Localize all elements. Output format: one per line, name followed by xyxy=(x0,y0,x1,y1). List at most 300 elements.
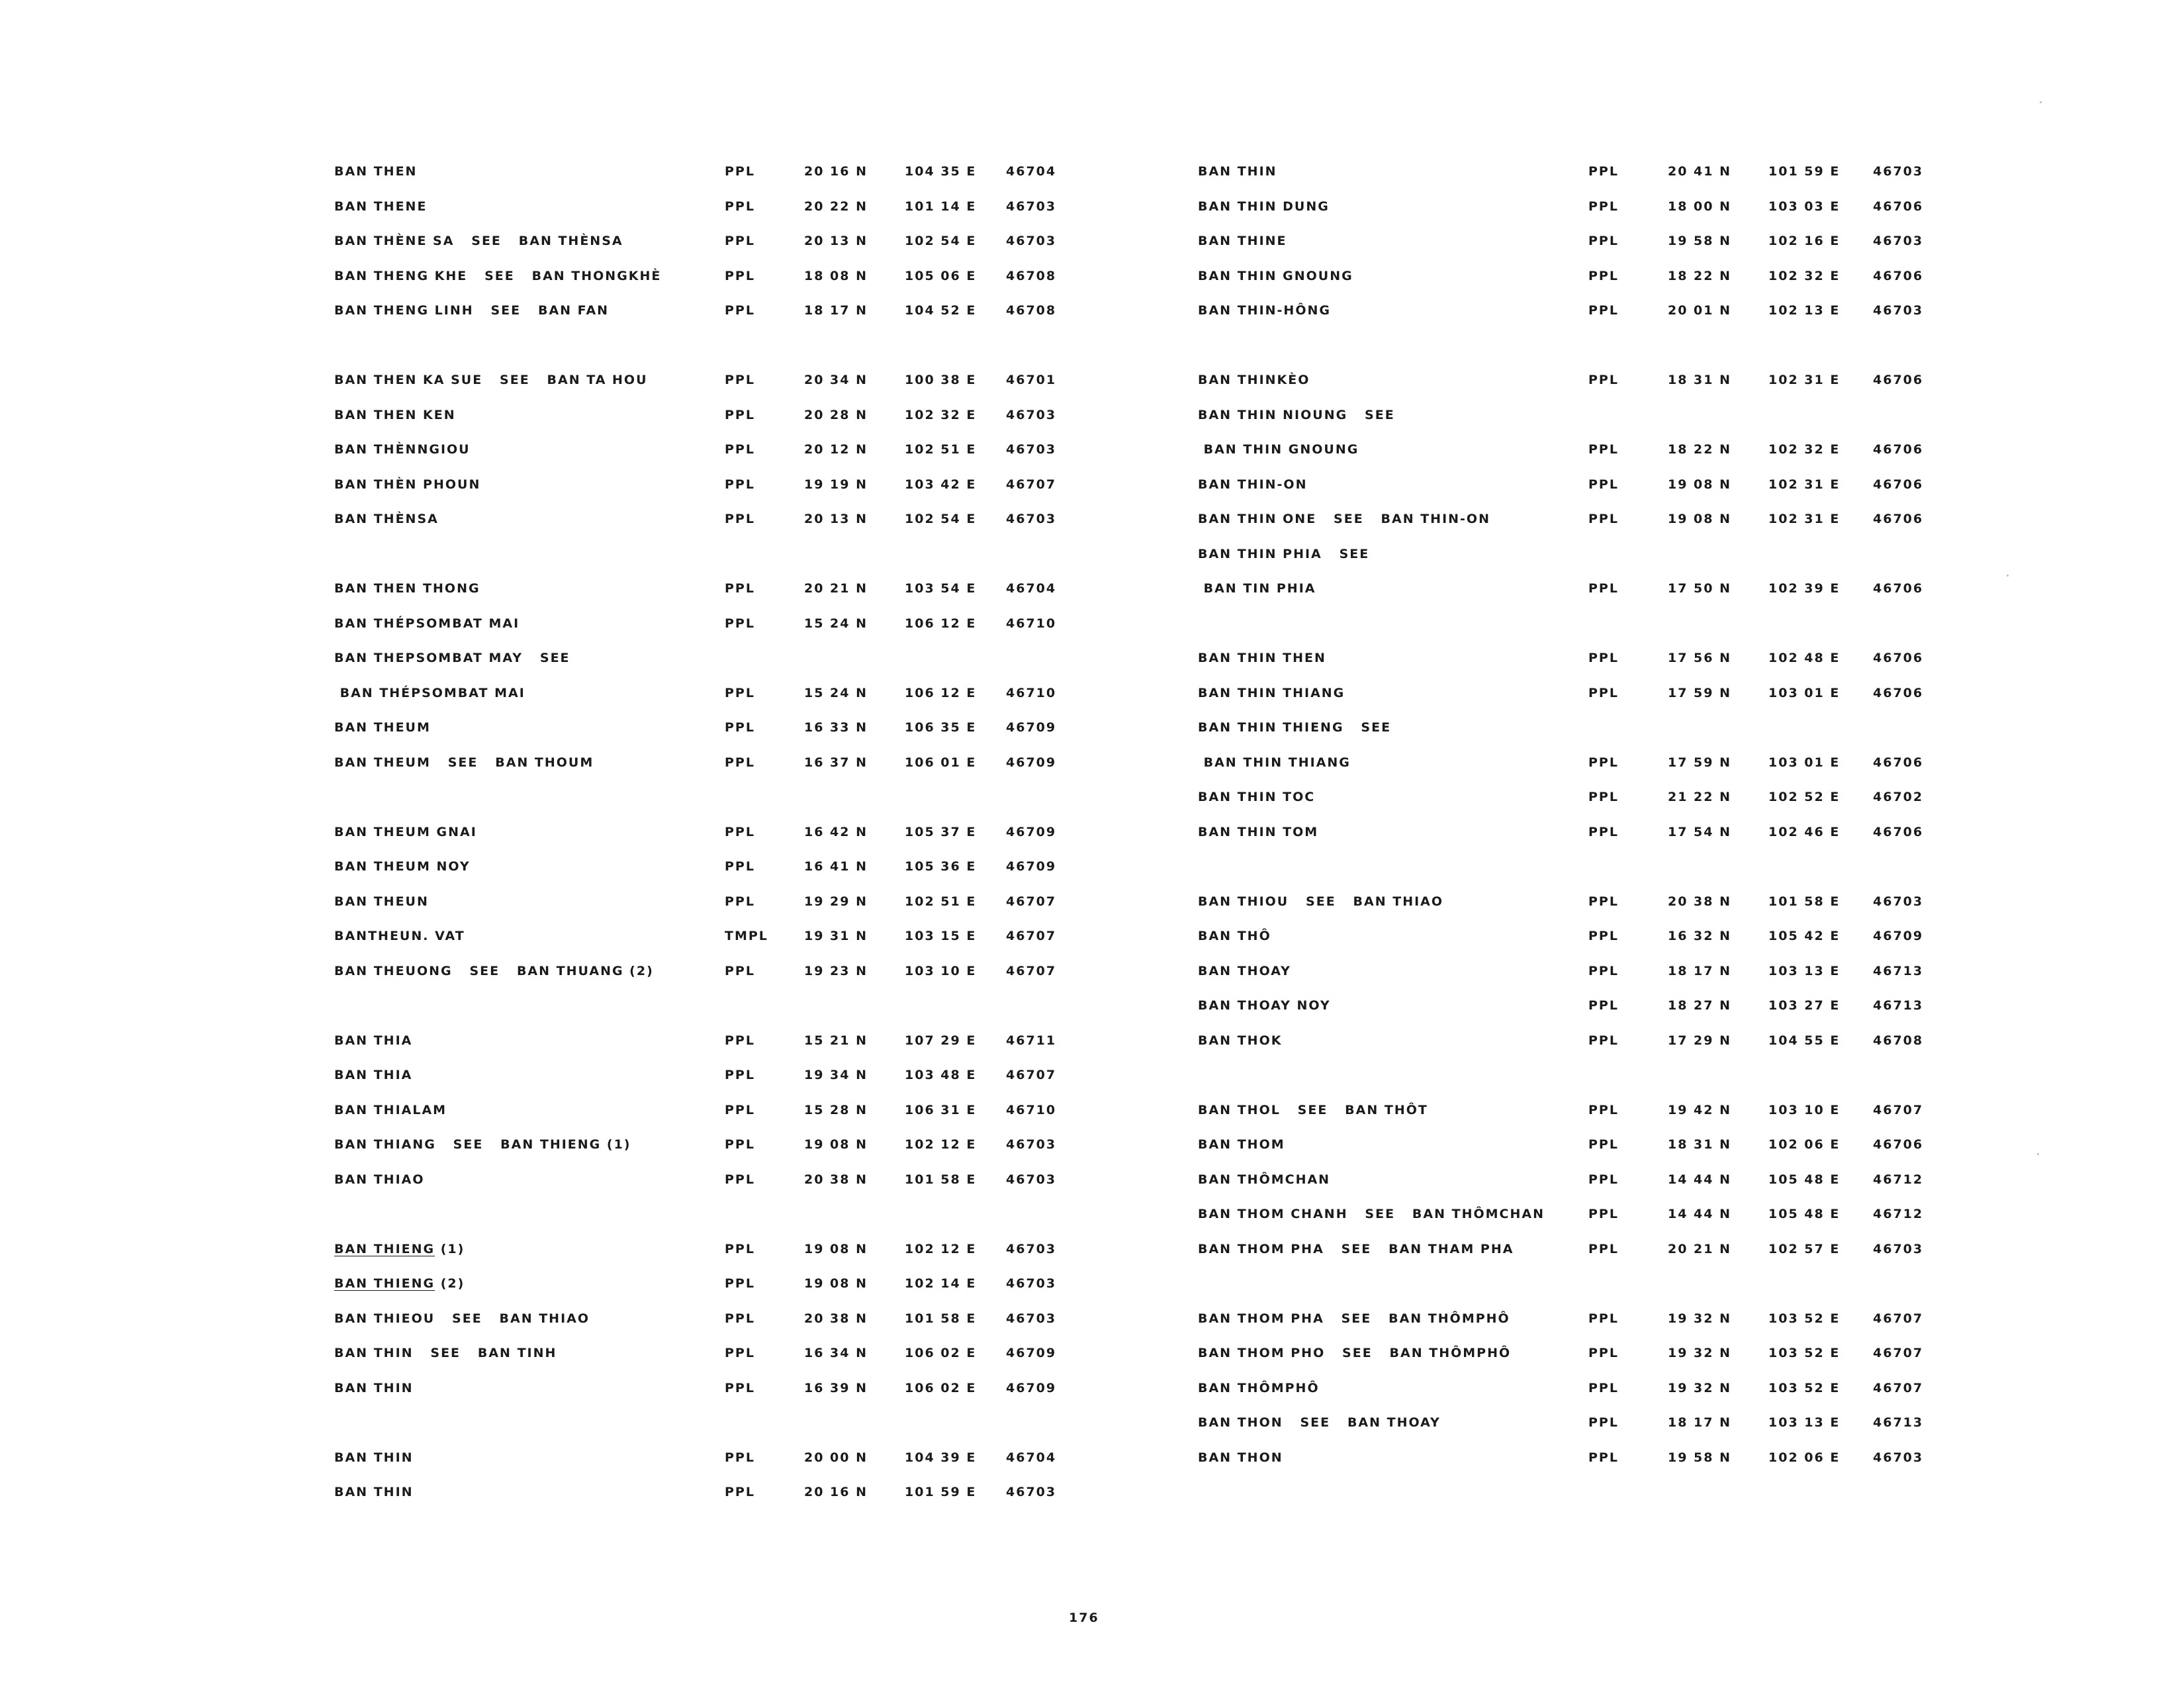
latitude: 16 32 N xyxy=(1668,929,1732,943)
latitude: 18 17 N xyxy=(804,303,868,318)
latitude: 18 31 N xyxy=(1668,373,1732,387)
feature-code: PPL xyxy=(1588,894,1619,909)
feature-code: PPL xyxy=(725,234,755,248)
feature-code: PPL xyxy=(1588,824,1619,839)
feature-code: PPL xyxy=(725,1172,755,1187)
place-name: BAN THIN DUNG xyxy=(1198,199,1330,214)
map-sheet-id: 46707 xyxy=(1006,1068,1057,1082)
map-sheet-id: 46703 xyxy=(1006,1276,1057,1291)
longitude: 104 35 E xyxy=(905,164,977,179)
place-name: BAN THENG KHE SEE BAN THONGKHÈ xyxy=(334,268,662,283)
place-name: BAN THINE xyxy=(1198,234,1287,248)
longitude: 102 06 E xyxy=(1768,1450,1841,1465)
feature-code: PPL xyxy=(725,512,755,526)
place-name: BAN THIN TOM xyxy=(1198,824,1319,839)
longitude: 102 31 E xyxy=(1768,477,1841,492)
map-sheet-id: 46703 xyxy=(1006,442,1057,457)
longitude: 106 02 E xyxy=(905,1346,977,1360)
map-sheet-id: 46706 xyxy=(1873,512,1924,526)
name-suffix: (2) xyxy=(435,1276,465,1291)
feature-code: PPL xyxy=(1588,268,1619,283)
latitude: 17 59 N xyxy=(1668,755,1732,770)
latitude: 15 24 N xyxy=(804,616,868,631)
place-name: BAN THEN xyxy=(334,164,418,179)
latitude: 18 17 N xyxy=(1668,1415,1732,1430)
map-sheet-id: 46709 xyxy=(1006,720,1057,735)
map-sheet-id: 46710 xyxy=(1006,1102,1057,1117)
longitude: 102 52 E xyxy=(1768,790,1841,804)
feature-code: PPL xyxy=(1588,1415,1619,1430)
latitude: 20 21 N xyxy=(804,581,868,596)
place-name: BAN THIN-ON xyxy=(1198,477,1308,492)
map-sheet-id: 46706 xyxy=(1873,199,1924,214)
map-sheet-id: 46708 xyxy=(1873,1033,1924,1048)
feature-code: PPL xyxy=(1588,303,1619,318)
feature-code: PPL xyxy=(1588,1241,1619,1256)
longitude: 105 06 E xyxy=(905,268,977,283)
longitude: 102 06 E xyxy=(1768,1137,1841,1152)
latitude: 20 38 N xyxy=(1668,894,1732,909)
place-name: BAN THOL SEE BAN THÔT xyxy=(1198,1102,1428,1117)
latitude: 20 38 N xyxy=(804,1311,868,1326)
feature-code: PPL xyxy=(1588,512,1619,526)
feature-code: PPL xyxy=(1588,963,1619,978)
latitude: 17 59 N xyxy=(1668,685,1732,700)
feature-code: PPL xyxy=(1588,755,1619,770)
map-sheet-id: 46707 xyxy=(1006,894,1057,909)
feature-code: PPL xyxy=(1588,685,1619,700)
map-sheet-id: 46703 xyxy=(1006,234,1057,248)
map-sheet-id: 46703 xyxy=(1873,1241,1924,1256)
latitude: 20 16 N xyxy=(804,1485,868,1499)
place-name: BAN THIN xyxy=(334,1450,414,1465)
place-name: BAN THIN xyxy=(334,1380,414,1395)
longitude: 103 42 E xyxy=(905,477,977,492)
longitude: 103 10 E xyxy=(905,963,977,978)
place-name: BAN THEUM GNAI xyxy=(334,824,477,839)
feature-code: PPL xyxy=(1588,1450,1619,1465)
map-sheet-id: 46706 xyxy=(1873,581,1924,596)
underlined-name: BAN THIENG xyxy=(334,1276,435,1291)
place-name: BAN THIANG SEE BAN THIENG (1) xyxy=(334,1137,631,1152)
map-sheet-id: 46707 xyxy=(1873,1311,1924,1326)
feature-code: PPL xyxy=(725,1485,755,1499)
longitude: 102 46 E xyxy=(1768,824,1841,839)
feature-code: PPL xyxy=(1588,373,1619,387)
place-name: BAN THINKÈO xyxy=(1198,373,1310,387)
latitude: 20 16 N xyxy=(804,164,868,179)
feature-code: PPL xyxy=(725,477,755,492)
place-name: BAN THIA xyxy=(334,1068,413,1082)
place-name: BAN TIN PHIA xyxy=(1198,581,1316,596)
map-sheet-id: 46703 xyxy=(1006,1172,1057,1187)
map-sheet-id: 46707 xyxy=(1873,1102,1924,1117)
map-sheet-id: 46712 xyxy=(1873,1207,1924,1221)
feature-code: PPL xyxy=(725,199,755,214)
longitude: 101 59 E xyxy=(905,1485,977,1499)
feature-code: PPL xyxy=(725,164,755,179)
longitude: 102 57 E xyxy=(1768,1241,1841,1256)
feature-code: PPL xyxy=(1588,929,1619,943)
latitude: 19 31 N xyxy=(804,929,868,943)
feature-code: PPL xyxy=(725,373,755,387)
place-name: BAN THEUM SEE BAN THOUM xyxy=(334,755,594,770)
place-name: BAN THIN GNOUNG xyxy=(1198,268,1353,283)
latitude: 18 22 N xyxy=(1668,442,1732,457)
map-sheet-id: 46703 xyxy=(1006,199,1057,214)
place-name: BAN THEUN xyxy=(334,894,429,909)
latitude: 17 54 N xyxy=(1668,824,1732,839)
place-name: BAN THOM xyxy=(1198,1137,1285,1152)
latitude: 15 24 N xyxy=(804,685,868,700)
feature-code: PPL xyxy=(725,824,755,839)
latitude: 20 34 N xyxy=(804,373,868,387)
latitude: 16 42 N xyxy=(804,824,868,839)
map-sheet-id: 46713 xyxy=(1873,998,1924,1013)
place-name: BAN THÈN PHOUN xyxy=(334,477,481,492)
latitude: 18 17 N xyxy=(1668,963,1732,978)
longitude: 102 54 E xyxy=(905,512,977,526)
latitude: 18 00 N xyxy=(1668,199,1732,214)
latitude: 19 08 N xyxy=(1668,512,1732,526)
longitude: 102 32 E xyxy=(1768,268,1841,283)
feature-code: PPL xyxy=(1588,1172,1619,1187)
map-sheet-id: 46706 xyxy=(1873,651,1924,665)
longitude: 103 54 E xyxy=(905,581,977,596)
latitude: 18 31 N xyxy=(1668,1137,1732,1152)
latitude: 20 41 N xyxy=(1668,164,1732,179)
latitude: 19 23 N xyxy=(804,963,868,978)
map-sheet-id: 46706 xyxy=(1873,373,1924,387)
map-sheet-id: 46703 xyxy=(1873,303,1924,318)
place-name: BAN THIN TOC xyxy=(1198,790,1316,804)
longitude: 105 42 E xyxy=(1768,929,1841,943)
map-sheet-id: 46709 xyxy=(1006,1346,1057,1360)
place-name: BAN THIOU SEE BAN THIAO xyxy=(1198,894,1444,909)
place-name: BAN THOM PHO SEE BAN THÔMPHÔ xyxy=(1198,1346,1512,1360)
map-sheet-id: 46704 xyxy=(1006,1450,1057,1465)
latitude: 19 08 N xyxy=(804,1241,868,1256)
latitude: 16 33 N xyxy=(804,720,868,735)
feature-code: PPL xyxy=(1588,1102,1619,1117)
feature-code: PPL xyxy=(725,1033,755,1048)
latitude: 19 29 N xyxy=(804,894,868,909)
map-sheet-id: 46703 xyxy=(1873,164,1924,179)
map-sheet-id: 46703 xyxy=(1873,234,1924,248)
latitude: 17 56 N xyxy=(1668,651,1732,665)
longitude: 101 58 E xyxy=(905,1311,977,1326)
latitude: 19 32 N xyxy=(1668,1380,1732,1395)
map-sheet-id: 46708 xyxy=(1006,268,1057,283)
feature-code: PPL xyxy=(725,859,755,874)
map-sheet-id: 46712 xyxy=(1873,1172,1924,1187)
map-sheet-id: 46703 xyxy=(1006,1241,1057,1256)
longitude: 102 12 E xyxy=(905,1137,977,1152)
longitude: 101 59 E xyxy=(1768,164,1841,179)
longitude: 106 02 E xyxy=(905,1380,977,1395)
place-name: BAN THÉPSOMBAT MAI xyxy=(334,616,520,631)
longitude: 103 15 E xyxy=(905,929,977,943)
place-name: BAN THIN-HÔNG xyxy=(1198,303,1331,318)
feature-code: PPL xyxy=(1588,1033,1619,1048)
map-sheet-id: 46707 xyxy=(1873,1380,1924,1395)
map-sheet-id: 46706 xyxy=(1873,824,1924,839)
place-name: BAN THIALAM xyxy=(334,1102,447,1117)
latitude: 16 39 N xyxy=(804,1380,868,1395)
longitude: 102 13 E xyxy=(1768,303,1841,318)
feature-code: PPL xyxy=(725,1311,755,1326)
map-sheet-id: 46707 xyxy=(1006,929,1057,943)
map-sheet-id: 46711 xyxy=(1006,1033,1057,1048)
longitude: 103 27 E xyxy=(1768,998,1841,1013)
feature-code: PPL xyxy=(1588,1380,1619,1395)
scan-speck xyxy=(2037,1153,2039,1155)
latitude: 19 58 N xyxy=(1668,234,1732,248)
place-name: BAN THEN KA SUE SEE BAN TA HOU xyxy=(334,373,648,387)
map-sheet-id: 46713 xyxy=(1873,963,1924,978)
longitude: 102 48 E xyxy=(1768,651,1841,665)
latitude: 20 22 N xyxy=(804,199,868,214)
longitude: 103 03 E xyxy=(1768,199,1841,214)
place-name: BAN THÔ xyxy=(1198,929,1271,943)
longitude: 102 51 E xyxy=(905,442,977,457)
feature-code: PPL xyxy=(1588,790,1619,804)
feature-code: PPL xyxy=(725,442,755,457)
place-name: BANTHEUN. VAT xyxy=(334,929,465,943)
feature-code: PPL xyxy=(725,894,755,909)
map-sheet-id: 46703 xyxy=(1873,894,1924,909)
place-name: BAN THOAY xyxy=(1198,963,1291,978)
place-name: BAN THIN PHIA SEE xyxy=(1198,546,1370,561)
latitude: 20 21 N xyxy=(1668,1241,1732,1256)
place-name: BAN THÉPSOMBAT MAI xyxy=(334,685,525,700)
latitude: 20 13 N xyxy=(804,512,868,526)
map-sheet-id: 46703 xyxy=(1006,407,1057,422)
longitude: 103 01 E xyxy=(1768,755,1841,770)
latitude: 14 44 N xyxy=(1668,1172,1732,1187)
latitude: 21 22 N xyxy=(1668,790,1732,804)
longitude: 102 32 E xyxy=(905,407,977,422)
latitude: 20 13 N xyxy=(804,234,868,248)
place-name: BAN THIN THEN xyxy=(1198,651,1326,665)
longitude: 106 31 E xyxy=(905,1102,977,1117)
place-name: BAN THENE xyxy=(334,199,428,214)
feature-code: PPL xyxy=(725,581,755,596)
feature-code: PPL xyxy=(725,720,755,735)
latitude: 19 34 N xyxy=(804,1068,868,1082)
name-suffix: (1) xyxy=(435,1241,465,1256)
map-sheet-id: 46703 xyxy=(1006,1137,1057,1152)
longitude: 104 52 E xyxy=(905,303,977,318)
place-name xyxy=(334,1242,465,1256)
place-name: BAN THIN ONE SEE BAN THIN-ON xyxy=(1198,512,1490,526)
feature-code: PPL xyxy=(1588,477,1619,492)
underlined-name: BAN THIENG xyxy=(334,1241,435,1256)
latitude: 18 08 N xyxy=(804,268,868,283)
longitude: 103 13 E xyxy=(1768,1415,1841,1430)
longitude: 106 12 E xyxy=(905,685,977,700)
longitude: 106 35 E xyxy=(905,720,977,735)
map-sheet-id: 46706 xyxy=(1873,755,1924,770)
longitude: 103 52 E xyxy=(1768,1311,1841,1326)
map-sheet-id: 46704 xyxy=(1006,164,1057,179)
map-sheet-id: 46708 xyxy=(1006,303,1057,318)
place-name: BAN THEUONG SEE BAN THUANG (2) xyxy=(334,963,654,978)
place-name: BAN THOM PHA SEE BAN THAM PHA xyxy=(1198,1241,1514,1256)
feature-code: PPL xyxy=(1588,1311,1619,1326)
latitude: 19 08 N xyxy=(804,1276,868,1291)
map-sheet-id: 46706 xyxy=(1873,268,1924,283)
map-sheet-id: 46709 xyxy=(1006,1380,1057,1395)
map-sheet-id: 46703 xyxy=(1873,1450,1924,1465)
place-name: BAN THIN xyxy=(334,1485,414,1499)
latitude: 16 37 N xyxy=(804,755,868,770)
place-name: BAN THOM PHA SEE BAN THÔMPHÔ xyxy=(1198,1311,1510,1326)
place-name: BAN THIN THIENG SEE xyxy=(1198,720,1392,735)
feature-code: PPL xyxy=(1588,1207,1619,1221)
feature-code: PPL xyxy=(725,1068,755,1082)
longitude: 107 29 E xyxy=(905,1033,977,1048)
place-name: BAN THEUM NOY xyxy=(334,859,471,874)
feature-code: PPL xyxy=(725,407,755,422)
feature-code: PPL xyxy=(725,303,755,318)
latitude: 17 50 N xyxy=(1668,581,1732,596)
map-sheet-id: 46709 xyxy=(1006,824,1057,839)
place-name: BAN THIN THIANG xyxy=(1198,685,1345,700)
latitude: 16 41 N xyxy=(804,859,868,874)
longitude: 101 14 E xyxy=(905,199,977,214)
feature-code: PPL xyxy=(725,755,755,770)
place-name: BAN THOK xyxy=(1198,1033,1283,1048)
place-name: BAN THON SEE BAN THOAY xyxy=(1198,1415,1441,1430)
longitude: 105 36 E xyxy=(905,859,977,874)
latitude: 18 27 N xyxy=(1668,998,1732,1013)
map-sheet-id: 46707 xyxy=(1006,963,1057,978)
latitude: 15 21 N xyxy=(804,1033,868,1048)
map-sheet-id: 46706 xyxy=(1873,1137,1924,1152)
longitude: 102 12 E xyxy=(905,1241,977,1256)
map-sheet-id: 46704 xyxy=(1006,581,1057,596)
feature-code: PPL xyxy=(1588,234,1619,248)
place-name: BAN THIA xyxy=(334,1033,413,1048)
map-sheet-id: 46710 xyxy=(1006,616,1057,631)
feature-code: PPL xyxy=(725,616,755,631)
feature-code: PPL xyxy=(1588,1346,1619,1360)
map-sheet-id: 46709 xyxy=(1873,929,1924,943)
feature-code: PPL xyxy=(725,1102,755,1117)
feature-code: PPL xyxy=(725,1137,755,1152)
longitude: 102 39 E xyxy=(1768,581,1841,596)
feature-code: PPL xyxy=(1588,164,1619,179)
longitude: 102 14 E xyxy=(905,1276,977,1291)
feature-code: PPL xyxy=(725,1276,755,1291)
feature-code: PPL xyxy=(1588,199,1619,214)
latitude: 19 58 N xyxy=(1668,1450,1732,1465)
longitude: 103 52 E xyxy=(1768,1380,1841,1395)
longitude: 103 52 E xyxy=(1768,1346,1841,1360)
latitude: 16 34 N xyxy=(804,1346,868,1360)
longitude: 105 48 E xyxy=(1768,1172,1841,1187)
feature-code: TMPL xyxy=(725,929,768,943)
longitude: 105 48 E xyxy=(1768,1207,1841,1221)
map-sheet-id: 46703 xyxy=(1006,1311,1057,1326)
place-name: BAN THOAY NOY xyxy=(1198,998,1331,1013)
map-sheet-id: 46706 xyxy=(1873,685,1924,700)
longitude: 106 12 E xyxy=(905,616,977,631)
latitude: 19 42 N xyxy=(1668,1102,1732,1117)
longitude: 101 58 E xyxy=(905,1172,977,1187)
longitude: 104 55 E xyxy=(1768,1033,1841,1048)
feature-code: PPL xyxy=(1588,998,1619,1013)
latitude: 19 32 N xyxy=(1668,1346,1732,1360)
latitude: 17 29 N xyxy=(1668,1033,1732,1048)
scan-speck xyxy=(2040,101,2042,103)
latitude: 20 38 N xyxy=(804,1172,868,1187)
place-name: BAN THÈNSA xyxy=(334,512,439,526)
feature-code: PPL xyxy=(725,1241,755,1256)
longitude: 103 48 E xyxy=(905,1068,977,1082)
feature-code: PPL xyxy=(725,963,755,978)
longitude: 102 31 E xyxy=(1768,512,1841,526)
map-sheet-id: 46709 xyxy=(1006,755,1057,770)
scan-speck xyxy=(2007,575,2009,577)
latitude: 19 32 N xyxy=(1668,1311,1732,1326)
place-name: BAN THÈNNGIOU xyxy=(334,442,471,457)
place-name: BAN THON xyxy=(1198,1450,1283,1465)
place-name: BAN THIN SEE BAN TINH xyxy=(334,1346,557,1360)
longitude: 102 54 E xyxy=(905,234,977,248)
latitude: 14 44 N xyxy=(1668,1207,1732,1221)
page-number: 176 xyxy=(1069,1611,1099,1625)
longitude: 103 10 E xyxy=(1768,1102,1841,1117)
latitude: 19 08 N xyxy=(1668,477,1732,492)
latitude: 20 12 N xyxy=(804,442,868,457)
place-name: BAN THENG LINH SEE BAN FAN xyxy=(334,303,610,318)
place-name: BAN THIEOU SEE BAN THIAO xyxy=(334,1311,590,1326)
map-sheet-id: 46703 xyxy=(1006,512,1057,526)
map-sheet-id: 46710 xyxy=(1006,685,1057,700)
latitude: 20 00 N xyxy=(804,1450,868,1465)
longitude: 104 39 E xyxy=(905,1450,977,1465)
longitude: 106 01 E xyxy=(905,755,977,770)
place-name: BAN THÔMPHÔ xyxy=(1198,1380,1320,1395)
longitude: 100 38 E xyxy=(905,373,977,387)
place-name: BAN THIN GNOUNG xyxy=(1198,442,1359,457)
map-sheet-id: 46709 xyxy=(1006,859,1057,874)
map-sheet-id: 46703 xyxy=(1006,1485,1057,1499)
feature-code: PPL xyxy=(1588,651,1619,665)
place-name: BAN THÈNE SA SEE BAN THÈNSA xyxy=(334,234,623,248)
place-name: BAN THEUM xyxy=(334,720,431,735)
place-name: BAN THÔMCHAN xyxy=(1198,1172,1331,1187)
longitude: 102 32 E xyxy=(1768,442,1841,457)
longitude: 105 37 E xyxy=(905,824,977,839)
map-sheet-id: 46706 xyxy=(1873,442,1924,457)
feature-code: PPL xyxy=(725,1346,755,1360)
place-name: BAN THEPSOMBAT MAY SEE xyxy=(334,651,570,665)
feature-code: PPL xyxy=(1588,442,1619,457)
feature-code: PPL xyxy=(725,1380,755,1395)
place-name: BAN THIN xyxy=(1198,164,1277,179)
latitude: 18 22 N xyxy=(1668,268,1732,283)
feature-code: PPL xyxy=(725,1450,755,1465)
map-sheet-id: 46702 xyxy=(1873,790,1924,804)
map-sheet-id: 46713 xyxy=(1873,1415,1924,1430)
latitude: 19 08 N xyxy=(804,1137,868,1152)
map-sheet-id: 46707 xyxy=(1006,477,1057,492)
place-name: BAN THIAO xyxy=(334,1172,425,1187)
place-name: BAN THEN KEN xyxy=(334,407,456,422)
